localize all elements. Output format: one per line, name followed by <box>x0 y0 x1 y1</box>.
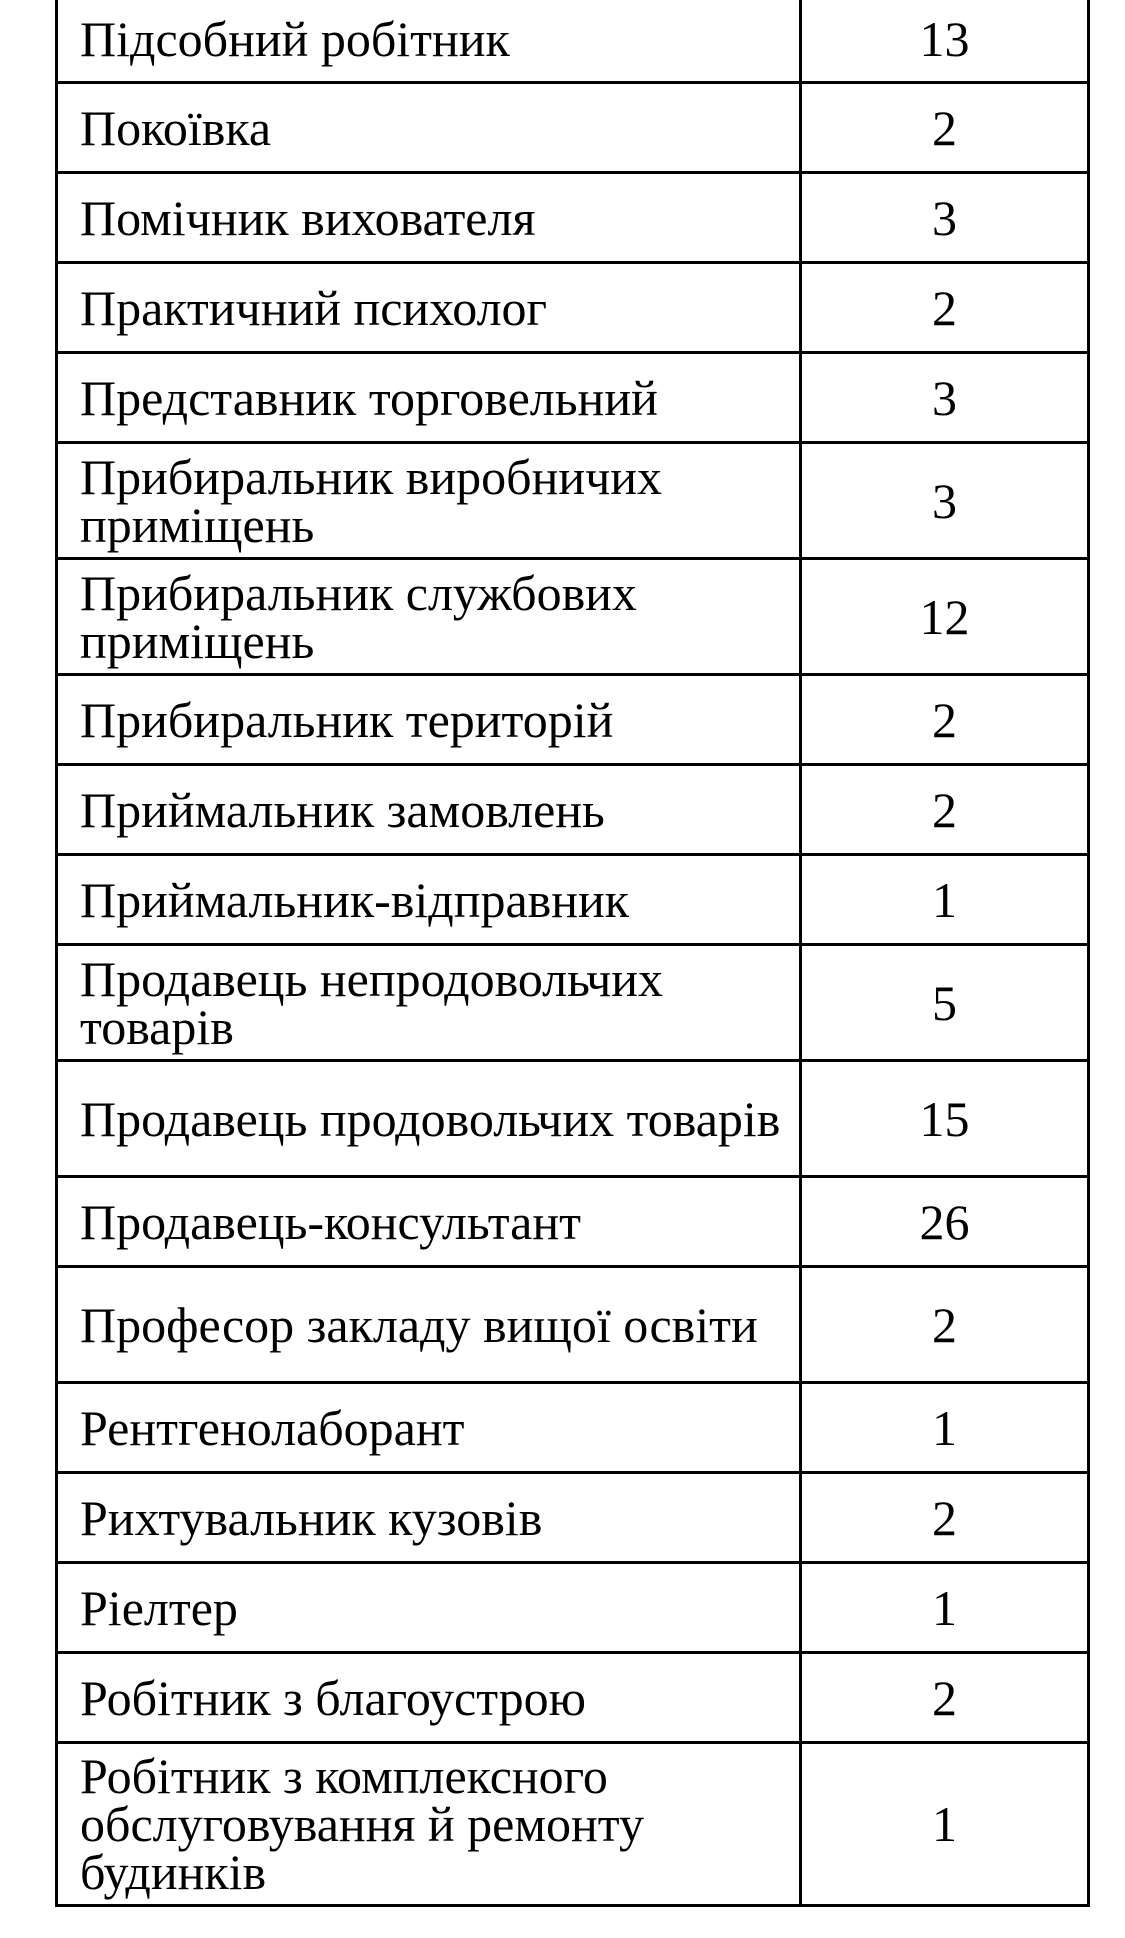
table-row <box>57 353 1089 443</box>
table-row <box>57 1267 1089 1383</box>
table-row <box>57 1563 1089 1653</box>
vacancy-count: 15 <box>801 1061 1089 1177</box>
vacancy-count: 2 <box>801 1267 1089 1383</box>
occupation-name: Рихтувальник кузовів <box>57 1473 801 1563</box>
vacancy-count: 1 <box>801 1563 1089 1653</box>
occupation-name: Приймальник-відправник <box>57 855 801 945</box>
vacancy-count: 26 <box>801 1177 1089 1267</box>
table-row <box>57 675 1089 765</box>
vacancy-count: 2 <box>801 1653 1089 1743</box>
vacancy-count: 5 <box>801 945 1089 1061</box>
table-row <box>57 0 1089 83</box>
table-row <box>57 559 1089 675</box>
table-row <box>57 1473 1089 1563</box>
occupation-name: Робітник з комплексного обслуговування й ремонту будинків <box>57 1743 801 1906</box>
table-row <box>57 1743 1089 1906</box>
occupation-name: Покоївка <box>57 83 801 173</box>
occupation-table <box>55 0 1090 1907</box>
vacancy-count: 13 <box>801 0 1089 83</box>
occupation-name: Рентгенолаборант <box>57 1383 801 1473</box>
table-row <box>57 1383 1089 1473</box>
occupation-name: Прибиральник виробничих приміщень <box>57 443 801 559</box>
vacancy-count: 3 <box>801 353 1089 443</box>
vacancy-count: 2 <box>801 1473 1089 1563</box>
vacancy-count: 1 <box>801 855 1089 945</box>
vacancy-count: 2 <box>801 675 1089 765</box>
vacancy-count: 2 <box>801 83 1089 173</box>
table-row <box>57 765 1089 855</box>
vacancy-count: 1 <box>801 1383 1089 1473</box>
vacancy-count: 2 <box>801 263 1089 353</box>
occupation-name: Прибиральник територій <box>57 675 801 765</box>
table-row <box>57 1653 1089 1743</box>
occupation-name: Ріелтер <box>57 1563 801 1653</box>
vacancy-count: 3 <box>801 173 1089 263</box>
table-row <box>57 443 1089 559</box>
vacancy-count: 12 <box>801 559 1089 675</box>
table-row <box>57 1061 1089 1177</box>
table-row <box>57 945 1089 1061</box>
table-row <box>57 1177 1089 1267</box>
occupation-name: Професор закладу вищої освіти <box>57 1267 801 1383</box>
occupation-name: Приймальник замовлень <box>57 765 801 855</box>
table-row <box>57 855 1089 945</box>
vacancy-count: 1 <box>801 1743 1089 1906</box>
occupation-name: Прибиральник службових приміщень <box>57 559 801 675</box>
occupation-name: Продавець-консультант <box>57 1177 801 1267</box>
occupation-name: Представник торговельний <box>57 353 801 443</box>
occupation-name: Робітник з благоустрою <box>57 1653 801 1743</box>
vacancy-count: 3 <box>801 443 1089 559</box>
table-row <box>57 173 1089 263</box>
occupation-name: Продавець непродовольчих товарів <box>57 945 801 1061</box>
occupation-table-container <box>55 0 1087 1907</box>
table-row <box>57 263 1089 353</box>
occupation-name: Практичний психолог <box>57 263 801 353</box>
occupation-name: Підсобний робітник <box>57 0 801 83</box>
table-row <box>57 83 1089 173</box>
occupation-name: Помічник вихователя <box>57 173 801 263</box>
vacancy-count: 2 <box>801 765 1089 855</box>
occupation-name: Продавець продовольчих товарів <box>57 1061 801 1177</box>
